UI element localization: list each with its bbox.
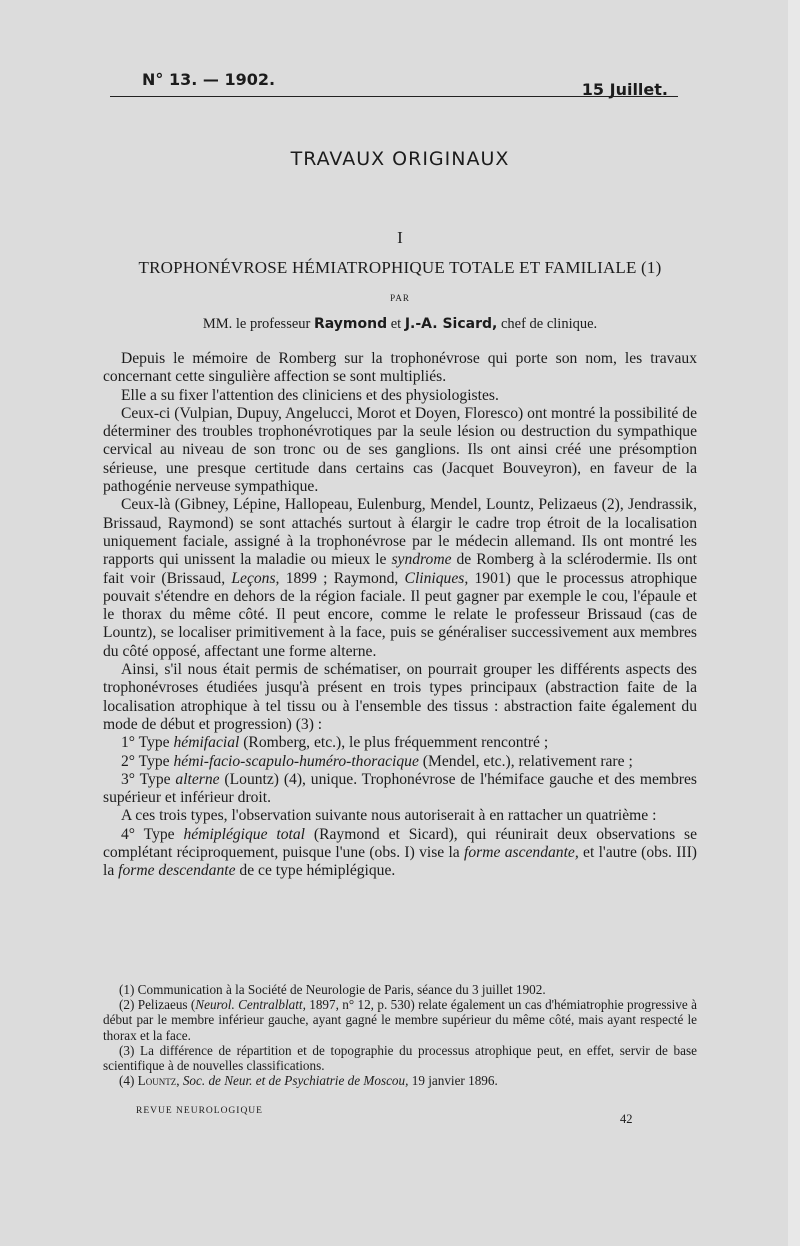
article-title: TROPHONÉVROSE HÉMIATROPHIQUE TOTALE ET FAMILIALE (1) [138,258,662,277]
paragraph-2: Elle a su fixer l'attention des cliniciens et des physiologistes. [121,386,499,404]
footnotes [103,982,697,1088]
type-4: 4° Type hémiplégique total (Raymond et Sicard), qui réunirait deux observations se complétant réciproquement, puisque l'une (obs. I) vise la forme ascendante, et l'autre (obs. III) la forme descendante de ce type hémiplégique. [103,825,698,880]
type-1: 1° Type hémifacial (Romberg, etc.), le plus fréquemment rencontré ; [121,734,549,752]
paragraph-5: Ainsi, s'il nous était permis de schématiser, on pourrait grouper les différents aspects des trophonévroses étudiées jusqu'à présent en trois types principaux (abstraction faite de la localisation atrophique à tel tissu ou à l'ensemble des tissus : abstraction faite également du mode de début et progression) (3) : [103,661,697,733]
footnote-1: (1) Communication à la Société de Neurologie de Paris, séance du 3 juillet 1902. [119,982,546,997]
footnote-4: (4) Lountz, Soc. de Neur. et de Psychiatrie de Moscou, 19 janvier 1896. [119,1073,498,1089]
paragraph-3: Ceux-ci (Vulpian, Dupuy, Angelucci, Morot et Doyen, Floresco) ont montré la possibilité de déterminer des troubles trophonévrotiques par la seule lésion ou destruction du sympathique cervical au niveau de son tronc ou de ses ganglions. Ils ont ainsi créé une présomption sérieuse, une presque certitude dans certains cas (Jacquet Bouveyron), en faveur de la pathogénie nerveuse sympathique. [103,404,697,496]
authors-prefix: MM. le professeur [202,316,314,332]
article-number: I [397,228,403,247]
issue-date: 15 Juillet. [581,80,668,99]
author-sicard: J.-A. Sicard, [404,316,498,332]
article-body [103,350,697,881]
author-raymond: Raymond [313,316,388,332]
section-title: TRAVAUX ORIGINAUX [290,148,510,170]
journal-name: REVUE NEUROLOGIQUE [136,1106,263,1116]
authors-suffix: chef de clinique. [497,316,598,332]
scan-edge [788,0,800,1246]
paragraph-1: Depuis le mémoire de Romberg sur la trophonévrose qui porte son nom, les travaux concernant cette singulière affection se sont multipliés. [103,350,697,386]
page-number: 42 [620,1112,633,1126]
authors-mid: et [387,316,405,332]
header-rule [110,96,678,97]
type-2: 2° Type hémi-facio-scapulo-huméro-thoracique (Mendel, etc.), relativement rare ; [121,752,633,770]
paragraph-6: A ces trois types, l'observation suivante nous autoriserait à en rattacher un quatrième : [121,807,657,825]
paragraph-4: Ceux-là (Gibney, Lépine, Hallopeau, Eulenburg, Mendel, Lountz, Pelizaeus (2), Jendrassik, Brissaud, Raymond) se sont attachés surtout à élargir le cadre trop étroit de la localisation uniquement faciale, assigné à la trophonévrose par le médecin allemand. Ils ont montré les rapports qui unissent la maladie ou mieux le syndrome de Romberg à la sclérodermie. Ils ont fait voir (Brissaud, Leçons, 1899 ; Raymond, Cliniques, 1901) que le processus atrophique pouvait s'étendre en dehors de la région faciale. Il peut gagner par exemple le cou, l'épaule et le thorax du même côté. Il peut encore, comme le relate le professeur Brissaud (cas de Lountz), se localiser primitivement à la face, puis se généraliser successivement aux membres du côté opposé, affectant une forme alterne. [103,496,698,660]
issue-number: N° 13. — 1902. [142,70,276,89]
footnote-2: (2) Pelizaeus (Neurol. Centralblatt, 1897, n° 12, p. 530) relate également un cas d'hémiatrophie progressive à début par le membre inférieur gauche, ayant gagné le membre supérieur du même côté, mais ayant respecté le thorax et la face. [103,997,697,1043]
type-3: 3° Type alterne (Lountz) (4), unique. Trophonévrose de l'hémiface gauche et des membres supérieur et inférieur droit. [103,770,697,807]
running-header [110,68,680,99]
byline-par: PAR [390,293,410,303]
article-authors [110,316,690,333]
footnote-3: (3) La différence de répartition et de topographie du processus atrophique peut, en effet, servir de base scientifique à de nouvelles classifications. [103,1042,697,1074]
